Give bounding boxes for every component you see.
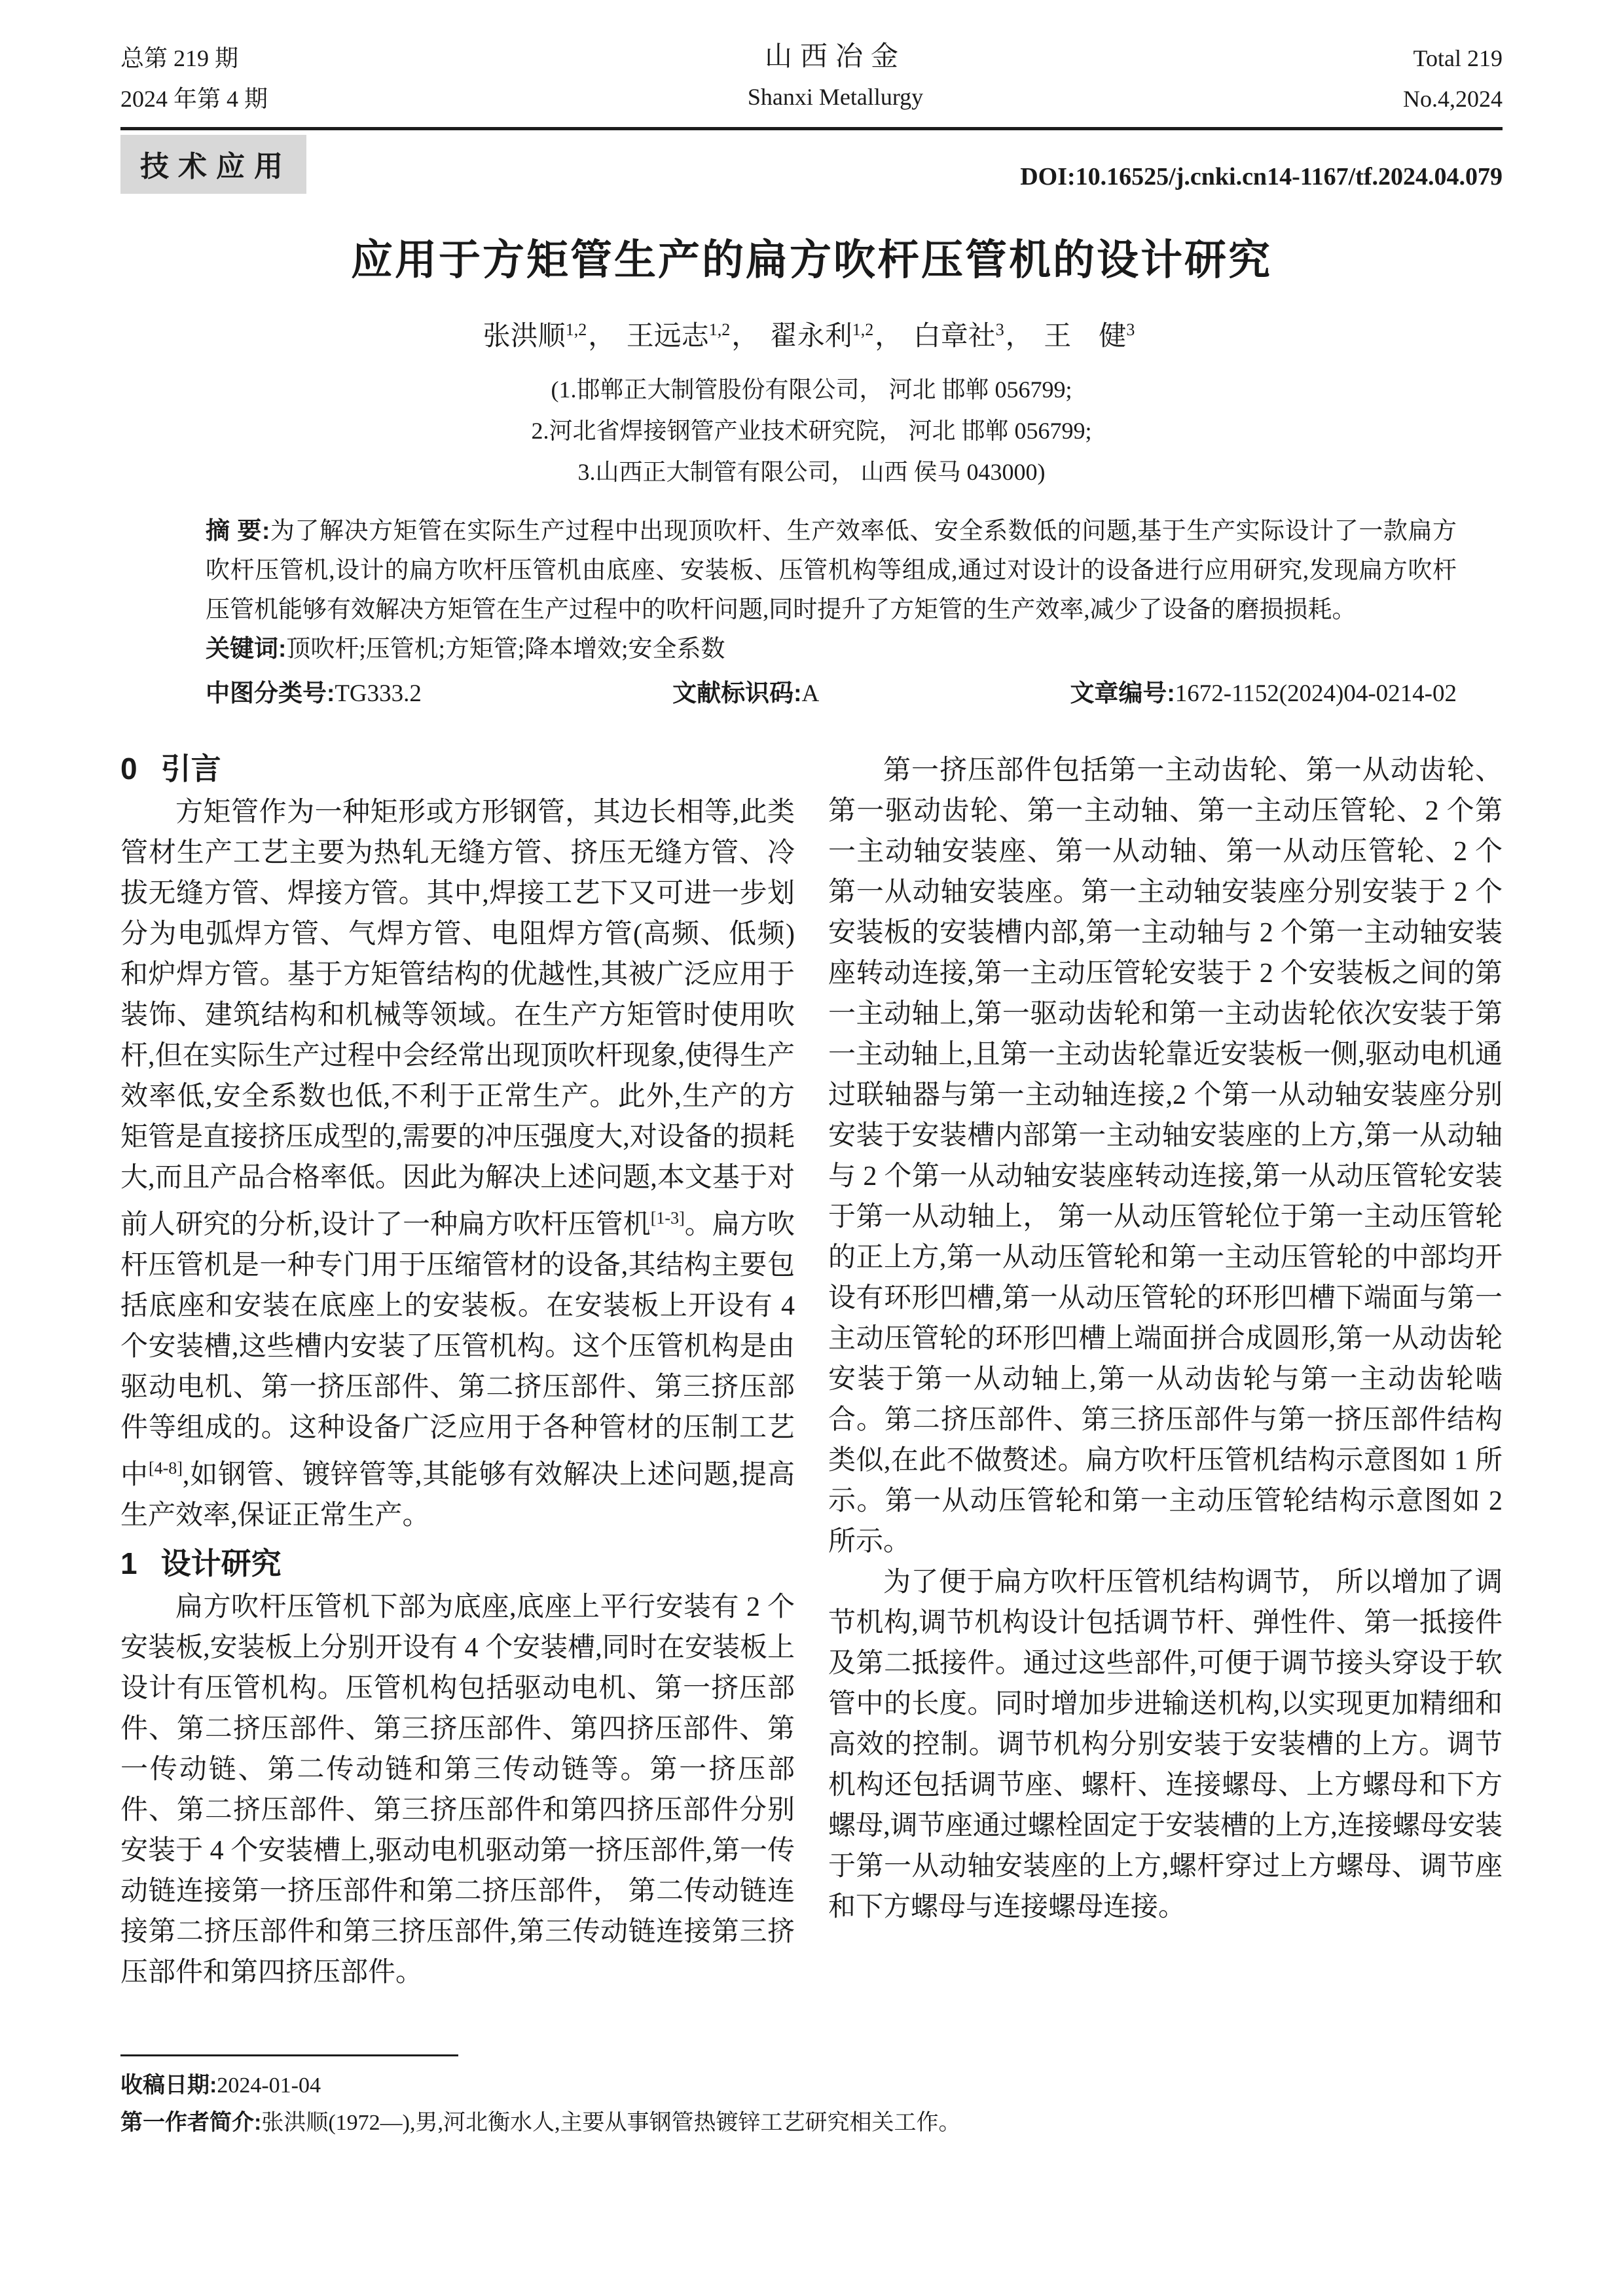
classification-row <box>206 676 1457 711</box>
header-center-block <box>748 38 923 118</box>
received-date-label: 收稿日期: <box>120 2073 217 2098</box>
header-divider-rule <box>120 127 1503 130</box>
author <box>627 321 763 352</box>
abstract-block <box>206 511 1457 630</box>
clc-label: 中图分类号: <box>206 680 335 706</box>
first-author-bio-label: 第一作者简介: <box>120 2110 262 2135</box>
meta-row <box>120 135 1503 194</box>
received-date-value: 2024-01-04 <box>217 2073 321 2098</box>
affiliations-block <box>120 369 1503 493</box>
journal-title-en: Shanxi Metallurgy <box>747 84 924 110</box>
footnote-block <box>120 2054 1397 2141</box>
abstract-text: 为了解决方矩管在实际生产过程中出现顶吹杆、生产效率低、安全系数低的问题,基于生产实际设计了一款扁方吹杆压管机,设计的扁方吹杆压管机由底座、安装板、压管机构等组成,通过对设计的设备进行应用研究,发现扁方吹杆压管机能够有效解决方矩管在生产过程中的吹杆问题,同时提升了方矩管的生产效率,减少了设备的磨损损耗。 <box>206 518 1457 623</box>
journal-header <box>120 0 1503 119</box>
first-author-bio-line <box>120 2104 1397 2141</box>
author <box>770 321 907 352</box>
article-no-item <box>1070 676 1457 711</box>
paragraph-text: 。扁方吹杆压管机是一种专门用于压缩管材的设备,其结构主要包括底座和安装在底座上的安装板。在安装板上开设有 4 个安装槽,这些槽内安装了压管机构。这个压管机构是由驱动电机、第一挤压部件、第二挤压部件、第三挤压部件等组成的。这种设备广泛应用于各种管材的压制工艺中 <box>120 1210 795 1490</box>
author-affil-sup: 1,2 <box>852 320 874 339</box>
author <box>1044 321 1140 352</box>
header-left-block <box>120 38 268 119</box>
issue-number-en: No.4,2024 <box>1402 86 1503 112</box>
authors-line <box>120 314 1503 354</box>
keywords-text: 顶吹杆;压管机;方矩管;降本增效;安全系数 <box>286 636 725 663</box>
doi-text: DOI:10.16525/j.cnki.cn14-1167/tf.2024.04.079 <box>1020 163 1503 191</box>
keywords-label: 关键词: <box>206 635 287 662</box>
author-affil-sup: 3 <box>1126 320 1135 339</box>
body-columns <box>120 750 1503 2014</box>
article-title: 应用于方矩管生产的扁方吹杆压管机的设计研究 <box>351 236 1272 283</box>
author-name: 王远志 <box>626 321 709 352</box>
affiliation-line: 2.河北省焊接钢管产业技术研究院， 河北 邯郸 056799; <box>531 418 1092 444</box>
section-number: 0 <box>120 752 137 786</box>
received-date-line <box>120 2067 1397 2104</box>
right-column <box>828 750 1503 2014</box>
left-column <box>120 750 795 2014</box>
article-no-label: 文章编号: <box>1070 680 1175 706</box>
paragraph-adjustment: 为了便于扁方吹杆压管机结构调节， 所以增加了调节机构,调节机构设计包括调节杆、弹性件、第一抵接件及第二抵接件。通过这些部件,可便于调节接头穿设于软管中的长度。同时增加步进输送机构,以实现更加精细和高效的控制。调节机构分别安装于安装槽的上方。调节机构还包括调节座、螺杆、连接螺母、上方螺母和下方螺母,调节座通过螺栓固定于安装槽的上方,连接螺母安装于第一从动轴安装座的上方,螺杆穿过上方螺母、调节座和下方螺母与连接螺母连接。 <box>828 1567 1503 1922</box>
section-heading-1 <box>120 1545 795 1582</box>
article-no-value: 1672-1152(2024)04-0214-02 <box>1175 680 1457 707</box>
author-name: 张洪顺 <box>483 321 566 352</box>
journal-title-cn: 山西冶金 <box>764 42 906 72</box>
section-number: 1 <box>120 1546 137 1580</box>
category-badge: 技术应用 <box>120 135 306 194</box>
paragraph-text: ,如钢管、镀锌管等,其能够有效解决上述问题,提高生产效率,保证正常生产。 <box>120 1460 795 1531</box>
citation-ref: [1-3] <box>650 1209 685 1228</box>
author-affil-sup: 1,2 <box>708 320 731 339</box>
doc-code-value: A <box>801 680 820 707</box>
doc-code-item <box>672 676 819 711</box>
author <box>483 321 620 352</box>
author-name: 王 健 <box>1044 321 1127 352</box>
header-right-block <box>1403 38 1503 119</box>
paragraph-text: 方矩管作为一种矩形或方形钢管，其边长相等,此类管材生产工艺主要为热轧无缝方管、挤压无缝方管、冷拔无缝方管、焊接方管。其中,焊接工艺下又可进一步划分为电弧焊方管、气焊方管、电阻焊方管(高频、低频)和炉焊方管。基于方矩管结构的优越性,其被广泛应用于装饰、建筑结构和机械等领域。在生产方矩管时使用吹杆,但在实际生产过程中会经常出现顶吹杆现象,使得生产效率低,安全系数也低,不利于正常生产。此外,生产的方矩管是直接挤压成型的,需要的冲压强度大,对设备的损耗大,而且产品合格率低。因此为解决上述问题,本文基于对前人研究的分析,设计了一种扁方吹杆压管机 <box>120 797 795 1240</box>
issue-total-cn: 总第 219 期 <box>120 45 239 71</box>
author-separator <box>1135 321 1140 352</box>
author-separator: ， <box>1005 321 1033 352</box>
paragraph-design: 扁方吹杆压管机下部为底座,底座上平行安装有 2 个安装板,安装板上分别开设有 4 个安装槽,同时在安装板上设计有压管机构。压管机构包括驱动电机、第一挤压部件、第二挤压部件、第三挤压部件、第四挤压部件、第一传动链、第二传动链和第三传动链等。第一挤压部件、第二挤压部件、第三挤压部件和第四挤压部件分别安装于 4 个安装槽上,驱动电机驱动第一挤压部件,第一传动链连接第一挤压部件和第二挤压部件， 第二传动链连接第二挤压部件和第三挤压部件,第三传动链连接第三挤压部件和第四挤压部件。 <box>120 1592 795 1988</box>
section-title: 引言 <box>160 752 221 786</box>
section-title: 设计研究 <box>160 1546 282 1580</box>
author-separator: ， <box>588 321 616 352</box>
first-author-bio-value: 张洪顺(1972—),男,河北衡水人,主要从事钢管热镀锌工艺研究相关工作。 <box>261 2111 961 2135</box>
paragraph-first-extrusion: 第一挤压部件包括第一主动齿轮、第一从动齿轮、第一驱动齿轮、第一主动轴、第一主动压管轮、2 个第一主动轴安装座、第一从动轴、第一从动压管轮、2 个第一从动轴安装座。第一主动轴安装座分别安装于 2 个安装板的安装槽内部,第一主动轴与 2 个第一主动轴安装座转动连接,第一主动压管轮安装于 2 个安装板之间的第一主动轴上,第一驱动齿轮和第一主动齿轮依次安装于第一主动轴上,且第一主动齿轮靠近安装板一侧,驱动电机通过联轴器与第一主动轴连接,2 个第一从动轴安装座分别安装于安装槽内部第一主动轴安装座的上方,第一从动轴与 2 个第一从动轴安装座转动连接,第一从动压管轮安装于第一从动轴上， 第一从动压管轮位于第一主动压管轮的正上方,第一从动压管轮和第一主动压管轮的中部均开设有环形凹槽,第一从动压管轮的环形凹槽下端面与第一主动压管轮的环形凹槽上端面拼合成圆形,第一从动齿轮安装于第一从动轴上,第一从动齿轮与第一主动齿轮啮合。第二挤压部件、第三挤压部件与第一挤压部件结构类似,在此不做赘述。扁方吹杆压管机结构示意图如 1 所示。第一从动压管轮和第一主动压管轮结构示意图如 2 所示。 <box>828 756 1503 1557</box>
keywords-line <box>206 630 1457 668</box>
affiliation-line: (1.邯郸正大制管股份有限公司， 河北 邯郸 056799; <box>551 376 1072 403</box>
issue-total-en: Total 219 <box>1413 45 1503 71</box>
citation-ref: [4-8] <box>148 1459 183 1478</box>
author-affil-sup: 1,2 <box>565 320 587 339</box>
author-separator: ， <box>731 321 759 352</box>
author-affil-sup: 3 <box>995 320 1004 339</box>
clc-value: TG333.2 <box>335 680 422 707</box>
abstract-label: 摘 要: <box>206 517 270 544</box>
author-separator: ， <box>875 321 903 352</box>
author-name: 翟永利 <box>769 321 852 352</box>
doc-code-label: 文献标识码: <box>672 680 802 706</box>
author <box>913 321 1037 352</box>
affiliation-line: 3.山西正大制管有限公司， 山西 侯马 043000) <box>577 459 1046 485</box>
footnote-rule <box>120 2054 458 2056</box>
clc-item <box>206 676 422 711</box>
section-heading-0 <box>120 750 795 787</box>
author-name: 白章社 <box>913 321 996 352</box>
issue-number-cn: 2024 年第 4 期 <box>120 86 268 112</box>
paragraph-intro <box>120 792 795 1536</box>
